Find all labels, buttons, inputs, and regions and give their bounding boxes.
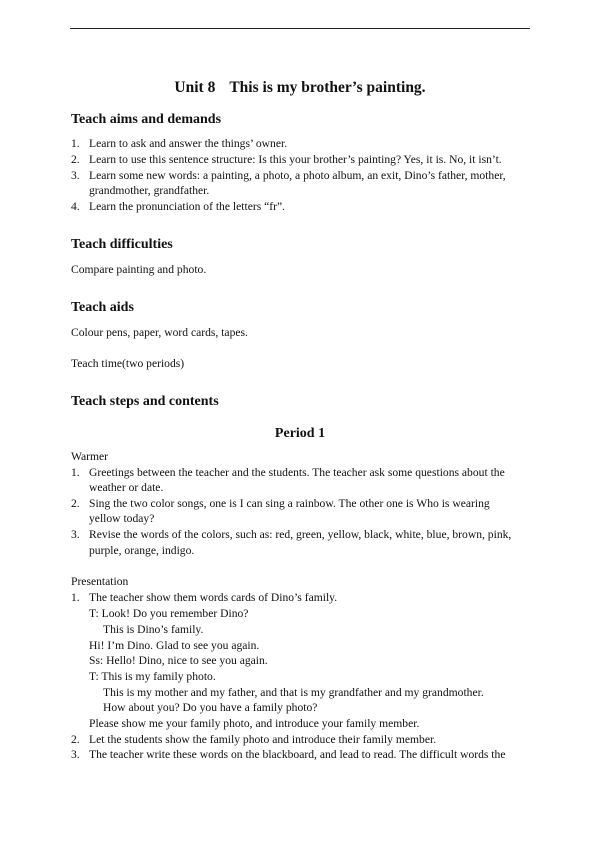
- presentation-label: Presentation: [71, 575, 129, 588]
- steps-heading: Teach steps and contents: [71, 394, 219, 409]
- warmer-item-3-line-1: Revise the words of the colors, such as: red, green, yellow, black, white, blue, brown, pink,: [89, 528, 512, 541]
- teach-time: Teach time(two periods): [71, 357, 185, 370]
- presentation-item-2-num: 2.: [71, 733, 80, 746]
- warmer-item-1-line-1: Greetings between the teacher and the students. The teacher ask some questions about the: [89, 466, 505, 479]
- warmer-item-3-num: 3.: [71, 528, 80, 541]
- warmer-label: Warmer: [71, 450, 109, 463]
- warmer-item-1-line-2: weather or date.: [89, 481, 164, 494]
- presentation-item-1: The teacher show them words cards of Dino’s family.: [89, 591, 338, 604]
- top-rule: [70, 28, 530, 29]
- dialog-line-8: Please show me your family photo, and introduce your family member.: [89, 717, 420, 730]
- dialog-line-4: Ss: Hello! Dino, nice to see you again.: [89, 654, 268, 667]
- unit-number: Unit 8: [174, 79, 216, 96]
- warmer-item-3-line-2: purple, orange, indigo.: [89, 544, 195, 557]
- unit-name: This is my brother’s painting.: [229, 79, 426, 96]
- aims-item-2: Learn to use this sentence structure: Is this your brother’s painting? Yes, it is. No, it isn’t.: [89, 153, 502, 166]
- difficulties-heading: Teach difficulties: [71, 237, 173, 252]
- difficulties-text: Compare painting and photo.: [71, 263, 207, 276]
- aims-heading: Teach aims and demands: [71, 112, 222, 127]
- period-heading: Period 1: [274, 426, 326, 441]
- dialog-line-2: This is Dino’s family.: [103, 623, 204, 636]
- warmer-item-2-num: 2.: [71, 497, 80, 510]
- aims-item-3-num: 3.: [71, 169, 80, 182]
- dialog-line-7: How about you? Do you have a family photo?: [103, 701, 318, 714]
- aims-item-4: Learn the pronunciation of the letters “fr”.: [89, 200, 286, 213]
- aids-text: Colour pens, paper, word cards, tapes.: [71, 326, 248, 339]
- aims-item-3-line-2: grandmother, grandfather.: [89, 184, 210, 197]
- presentation-item-2: Let the students show the family photo and introduce their family member.: [89, 733, 437, 746]
- aims-item-4-num: 4.: [71, 200, 80, 213]
- aims-item-3-line-1: Learn some new words: a painting, a photo, a photo album, an exit, Dino’s father, mother,: [89, 169, 506, 182]
- presentation-item-3-num: 3.: [71, 748, 80, 761]
- presentation-item-3: The teacher write these words on the blackboard, and lead to read. The difficult words the: [89, 748, 506, 761]
- dialog-line-5: T: This is my family photo.: [89, 670, 216, 683]
- warmer-item-2-line-2: yellow today?: [89, 512, 155, 525]
- dialog-line-6: This is my mother and my father, and that is my grandfather and my grandmother.: [103, 686, 484, 699]
- presentation-item-1-num: 1.: [71, 591, 80, 604]
- warmer-item-2-line-1: Sing the two color songs, one is I can sing a rainbow. The other one is Who is wearing: [89, 497, 490, 510]
- dialog-line-3: Hi! I’m Dino. Glad to see you again.: [89, 639, 260, 652]
- aims-item-1: Learn to ask and answer the things’ owner.: [89, 137, 288, 150]
- aims-item-1-num: 1.: [71, 137, 80, 150]
- aids-heading: Teach aids: [71, 300, 134, 315]
- warmer-item-1-num: 1.: [71, 466, 80, 479]
- page-title: [0, 79, 600, 97]
- dialog-line-1: T: Look! Do you remember Dino?: [89, 607, 249, 620]
- aims-item-2-num: 2.: [71, 153, 80, 166]
